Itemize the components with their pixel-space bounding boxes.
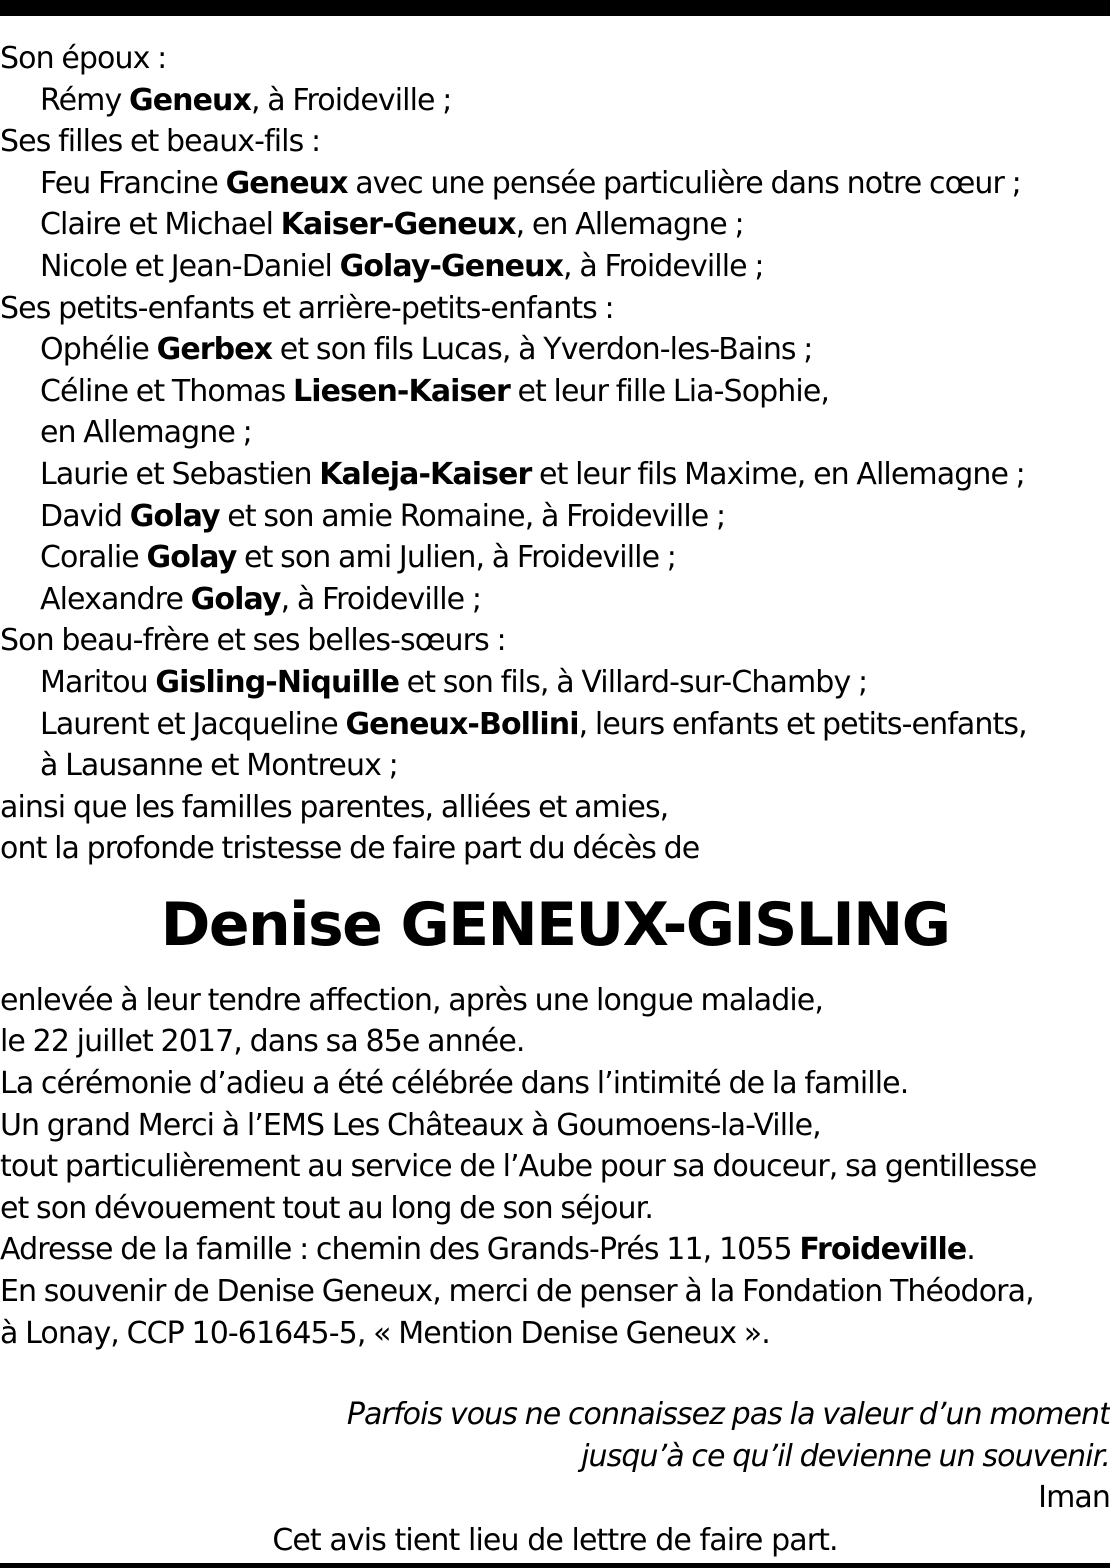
address-town: Froideville [799,1232,967,1268]
surname: Golay-Geneux [339,248,564,284]
details-block [0,980,1110,1354]
family-member-line [0,246,1110,288]
first-names: Ophélie [40,332,157,368]
location: et son amie Romaine, à Froideville ; [219,498,726,534]
location: et son ami Julien, à Froideville ; [236,540,676,576]
location: , à Froideville ; [250,82,452,118]
surname: Golay [129,498,220,534]
address-text: Adresse de la famille : chemin des Grands-Prés 11, 1055 [0,1232,800,1268]
first-names: Nicole et Jean-Daniel [40,248,340,284]
daughters-heading: Ses filles et beaux-fils : [0,124,321,160]
first-names: Maritou [40,664,156,700]
grandchildren-heading: Ses petits-enfants et arrière-petits-enfants : [0,290,614,326]
first-names: Laurie et Sebastien [40,456,320,492]
family-member-line [0,80,1110,122]
location: avec une pensée particulière dans notre cœur ; [347,165,1021,201]
surname: Geneux-Bollini [345,706,579,742]
first-names: David [40,498,130,534]
location: et leur fille Lia-Sophie, [509,373,830,409]
bottom-rule [0,1563,1110,1568]
family-member-line [0,204,1110,246]
detail-line: tout particulièrement au service de l’Aube pour sa douceur, sa gentillesse [0,1149,1037,1185]
family-member-line [0,537,1110,579]
first-names: Alexandre [40,581,191,617]
surname: Kaiser-Geneux [280,207,516,243]
surname: Golay [146,540,237,576]
family-member-line [0,329,1110,371]
family-member-line [0,496,1110,538]
detail-line: Un grand Merci à l’EMS Les Châteaux à Goumoens-la-Ville, [0,1107,821,1143]
detail-line: et son dévouement tout au long de son séjour. [0,1190,653,1226]
location: et son fils Lucas, à Yverdon-les-Bains ; [272,332,813,368]
closing-line: ainsi que les familles parentes, alliées et amies, [0,789,669,825]
surname: Golay [190,581,281,617]
family-member-line [0,704,1110,746]
first-names: Rémy [40,82,129,118]
quote-block [0,1394,1110,1519]
location: , leurs enfants et petits-enfants, [578,706,1027,742]
location: , en Allemagne ; [515,207,744,243]
surname: Geneux [225,165,348,201]
inlaws-heading: Son beau-frère et ses belles-sœurs : [0,623,506,659]
family-member-line [0,662,1110,704]
deceased-name: Denise GENEUX-GISLING [160,889,950,960]
surname: Gisling-Niquille [155,664,400,700]
detail-line: enlevée à leur tendre affection, après une longue maladie, [0,982,823,1018]
family-member-line [0,579,1110,621]
top-rule [0,0,1110,16]
family-member-line [0,454,1110,496]
spouse-heading: Son époux : [0,41,167,76]
location: , à Froideville ; [563,248,764,284]
family-member-continuation: en Allemagne ; [40,415,252,451]
donation-line: à Lonay, CCP 10-61645-5, « Mention Denise Geneux ». [0,1315,770,1351]
address-suffix: . [966,1232,975,1268]
detail-line: La cérémonie d’adieu a été célébrée dans l’intimité de la famille. [0,1066,909,1102]
obituary-notice [0,38,1110,1563]
quote-line: Parfois vous ne connaissez pas la valeur d’un moment [346,1397,1110,1433]
donation-line: En souvenir de Denise Geneux, merci de penser à la Fondation Théodora, [0,1274,1034,1310]
surname: Geneux [128,82,251,118]
surname: Gerbex [156,332,273,368]
closing-line: ont la profonde tristesse de faire part du décès de [0,831,700,867]
quote-author: Iman [1038,1480,1110,1516]
first-names: Coralie [40,540,147,576]
first-names: Laurent et Jacqueline [40,706,346,742]
family-address [0,1229,1110,1271]
location: et son fils, à Villard-sur-Chamby ; [399,664,868,700]
first-names: Claire et Michael [40,207,281,243]
location: et leur fils Maxime, en Allemagne ; [531,456,1025,492]
surname: Liesen-Kaiser [293,373,510,409]
first-names: Feu Francine [40,165,226,201]
footer-note: Cet avis tient lieu de lettre de faire part. [272,1523,838,1558]
location: , à Froideville ; [280,581,482,617]
surname: Kaleja-Kaiser [319,456,532,492]
first-names: Céline et Thomas [40,373,294,409]
family-member-line [0,163,1110,205]
family-member-line [0,371,1110,413]
detail-line: le 22 juillet 2017, dans sa 85e année. [0,1024,525,1060]
family-member-continuation: à Lausanne et Montreux ; [40,748,398,784]
quote-line: jusqu’à ce qu’il devienne un souvenir. [581,1438,1110,1474]
